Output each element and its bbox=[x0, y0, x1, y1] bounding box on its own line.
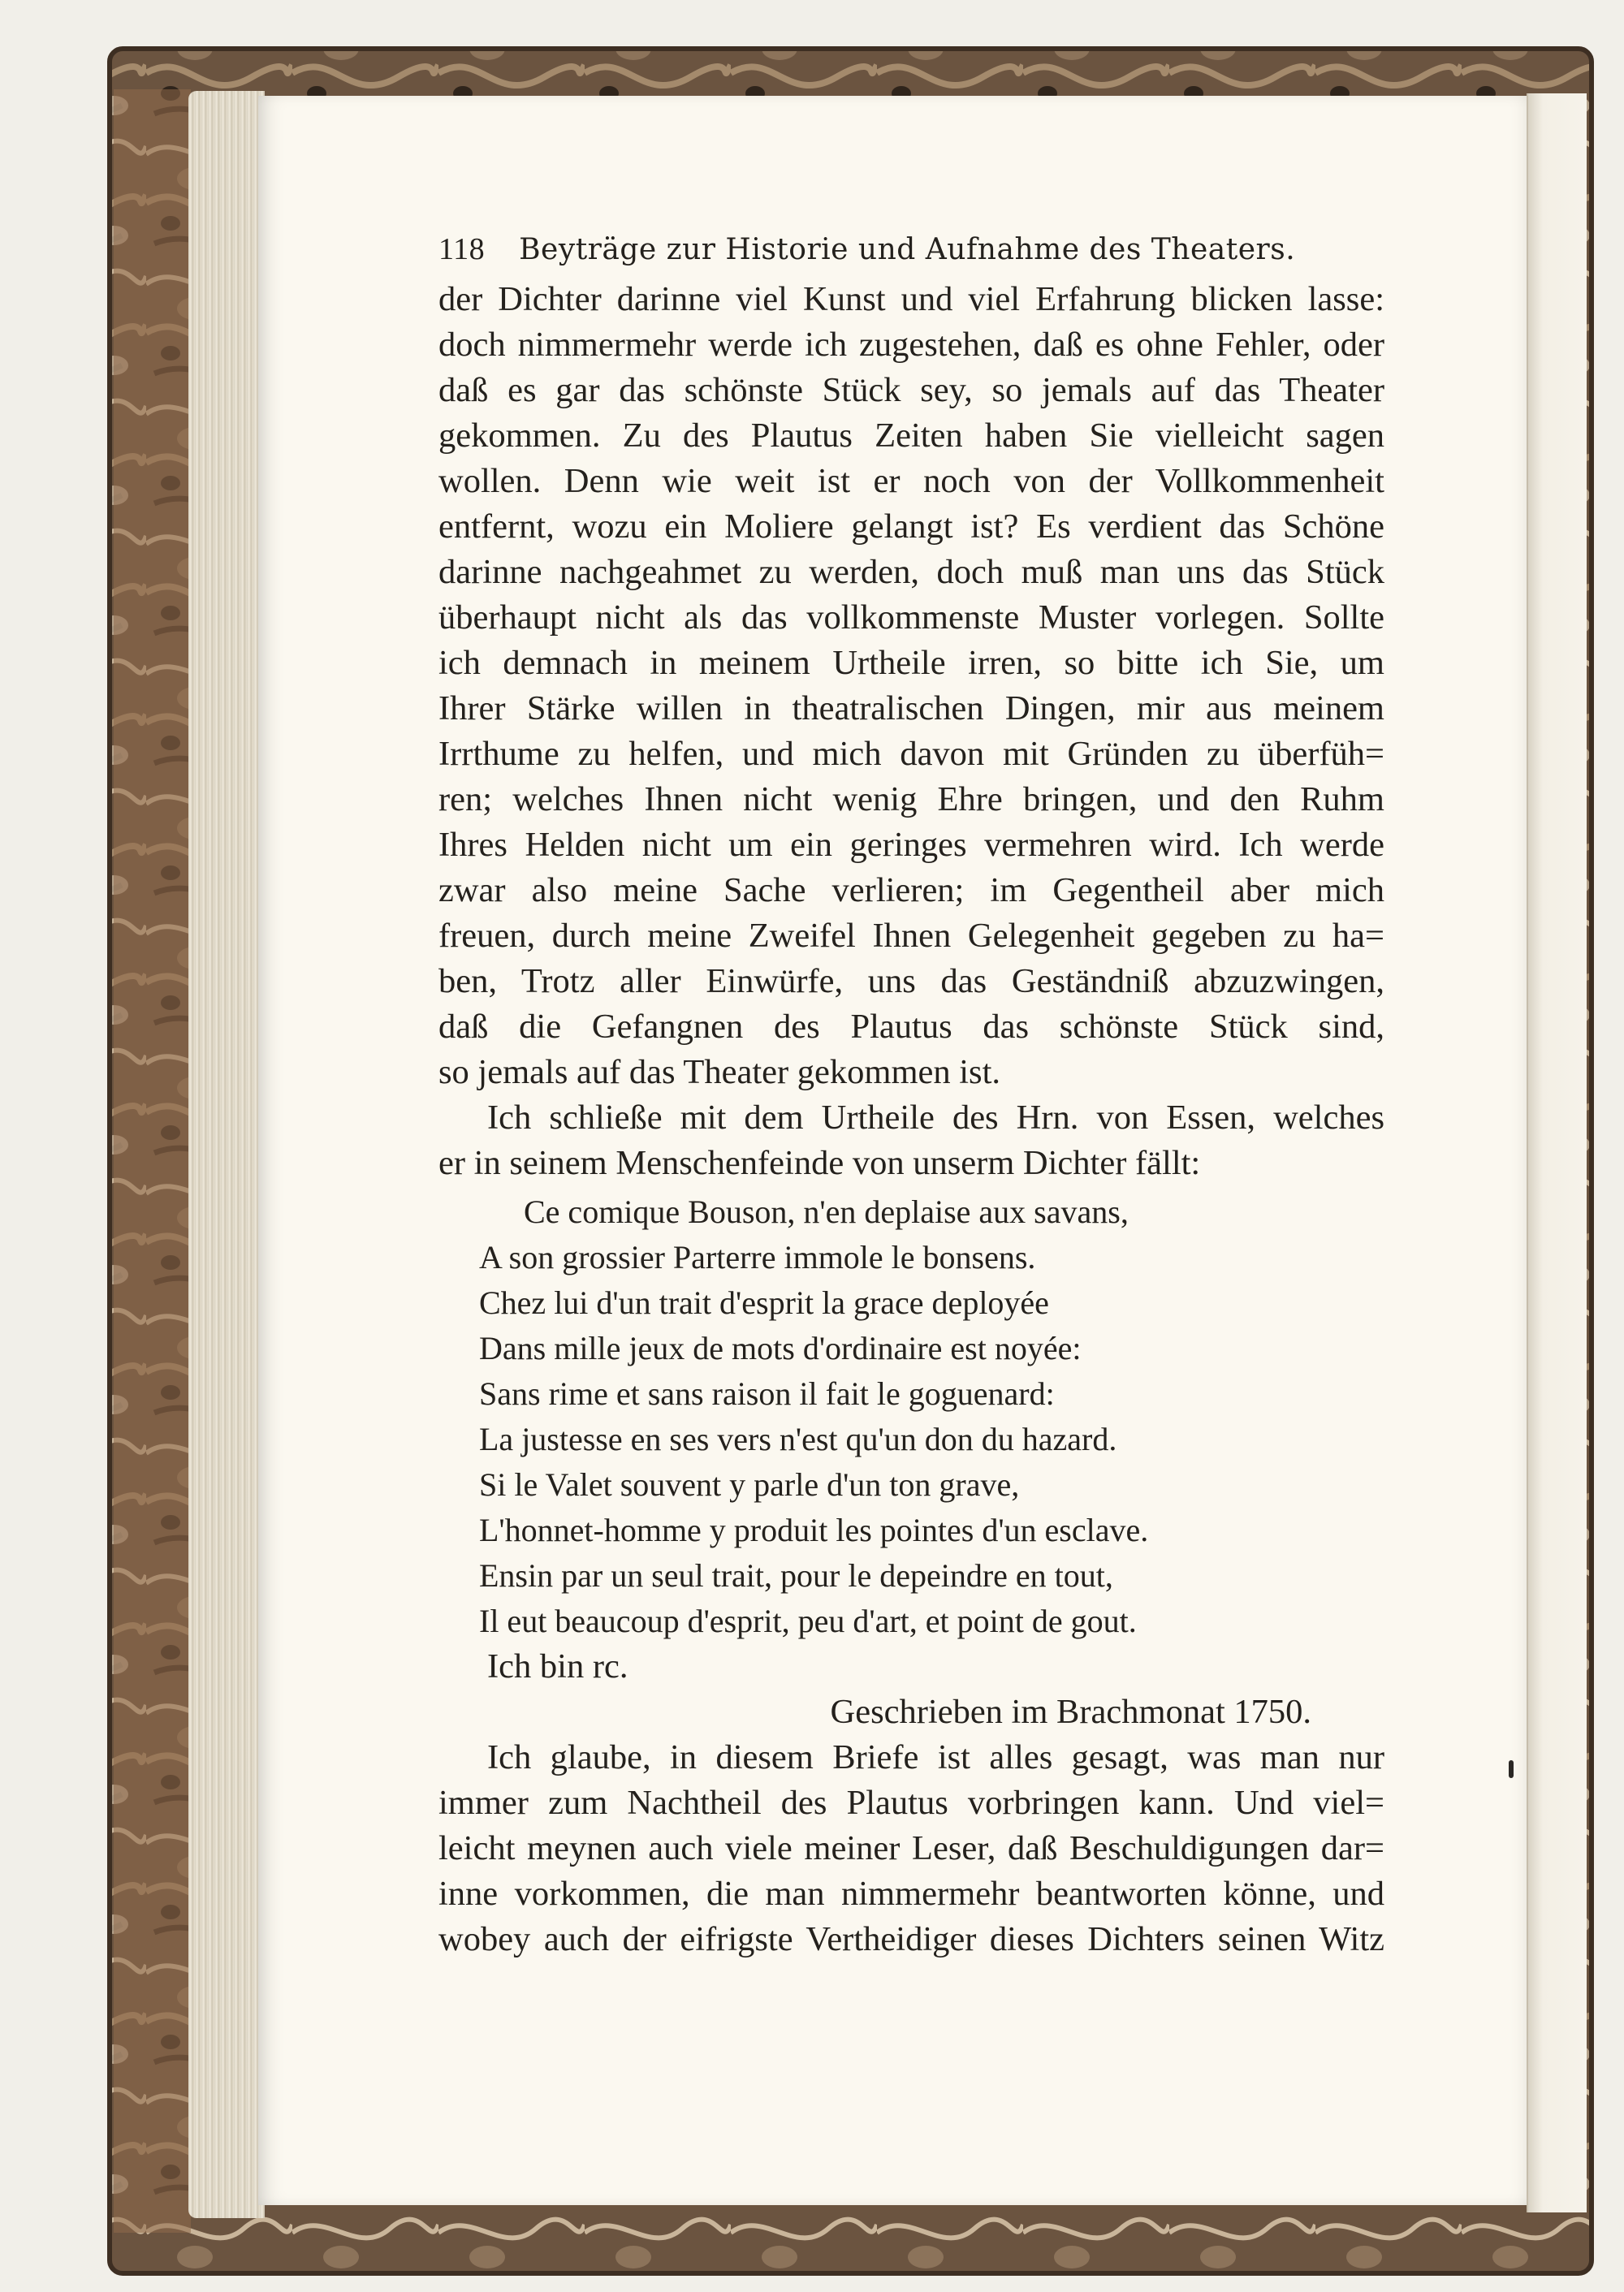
text-line: wollen. Denn wie weit ist er noch von der Vollkommenheit bbox=[438, 462, 1384, 500]
running-head bbox=[438, 231, 1384, 267]
verse-line: Dans mille jeux de mots d'ordinaire est noyée: bbox=[479, 1330, 1082, 1366]
verse-line: Si le Valet souvent y parle d'un ton grave, bbox=[479, 1466, 1020, 1503]
page-edges bbox=[188, 91, 265, 2218]
text-line: Ihrer Stärke willen in theatralischen Dingen, mir aus meinem bbox=[438, 689, 1384, 727]
french-verse-quote bbox=[479, 1189, 1384, 1644]
text-line: entfernt, wozu ein Moliere gelangt ist? Es verdient das Schöne bbox=[438, 507, 1384, 546]
salutation: Ich bin rc. bbox=[487, 1647, 628, 1686]
text-line: ben, Trotz aller Einwürfe, uns das Geständniß abzuzwingen, bbox=[438, 962, 1384, 1000]
dateline: Geschrieben im Brachmonat 1750. bbox=[830, 1693, 1311, 1731]
text-line: freuen, durch meine Zweifel Ihnen Gelegenheit gegeben zu ha= bbox=[438, 917, 1384, 955]
text-line: daß es gar das schönste Stück sey, so jemals auf das Theater bbox=[438, 371, 1384, 409]
text-line: inne vorkommen, die man nimmermehr beantworten könne, und bbox=[438, 1875, 1384, 1913]
verse-line: L'honnet-homme y produit les pointes d'un esclave. bbox=[479, 1512, 1149, 1548]
ink-mark bbox=[1509, 1760, 1514, 1778]
verse-line: La justesse en ses vers n'est qu'un don du hazard. bbox=[479, 1421, 1117, 1457]
facing-page bbox=[1527, 93, 1587, 2212]
text-line: zwar also meine Sache verlieren; im Gegentheil aber mich bbox=[438, 871, 1384, 909]
running-title: Beyträge zur Historie und Aufnahme des Theaters. bbox=[519, 233, 1296, 266]
text-line: ren; welches Ihnen nicht wenig Ehre bringen, und den Ruhm bbox=[438, 780, 1384, 818]
text-line: daß die Gefangnen des Plautus das schönste Stück sind, bbox=[438, 1008, 1384, 1046]
verse-line: Il eut beaucoup d'esprit, peu d'art, et point de gout. bbox=[479, 1603, 1137, 1639]
text-line: doch nimmermehr werde ich zugestehen, daß es ohne Fehler, oder bbox=[438, 326, 1384, 364]
text-line: darinne nachgeahmet zu werden, doch muß man uns das Stück bbox=[438, 553, 1384, 591]
verse-line: Ensin par un seul trait, pour le depeindre en tout, bbox=[479, 1557, 1113, 1594]
verse-line: Ce comique Bouson, n'en deplaise aux savans, bbox=[524, 1193, 1129, 1230]
text-line: Ihres Helden nicht um ein geringes vermehren wird. Ich werde bbox=[438, 826, 1384, 864]
text-line: Ich schließe mit dem Urtheile des Hrn. von Essen, welches bbox=[487, 1099, 1384, 1137]
page-number: 118 bbox=[438, 232, 486, 266]
text-line: wobey auch der eifrigste Vertheidiger dieses Dichters seinen Witz bbox=[438, 1920, 1384, 1958]
text-line: gekommen. Zu des Plautus Zeiten haben Sie vielleicht sagen bbox=[438, 417, 1384, 455]
text-line: Ich glaube, in diesem Briefe ist alles gesagt, was man nur bbox=[487, 1738, 1384, 1776]
text-line: immer zum Nachtheil des Plautus vorbringen kann. Und viel= bbox=[438, 1784, 1384, 1822]
paragraph-2 bbox=[438, 1095, 1384, 1186]
text-line: Irrthume zu helfen, und mich davon mit Gründen zu überfüh= bbox=[438, 735, 1384, 773]
text-line: überhaupt nicht als das vollkommenste Muster vorlegen. Sollte bbox=[438, 598, 1384, 637]
verse-line: Sans rime et sans raison il fait le goguenard: bbox=[479, 1375, 1055, 1412]
text-line: leicht meynen auch viele meiner Leser, daß Beschuldigungen dar= bbox=[438, 1829, 1384, 1867]
text-line: der Dichter darinne viel Kunst und viel Erfahrung blicken lasse: bbox=[438, 280, 1384, 318]
page-text bbox=[438, 231, 1384, 1962]
text-line: so jemals auf das Theater gekommen ist. bbox=[438, 1053, 1001, 1091]
verse-line: A son grossier Parterre immole le bonsens. bbox=[479, 1239, 1036, 1275]
text-line: ich demnach in meinem Urtheile irren, so bitte ich Sie, um bbox=[438, 644, 1384, 682]
text-line: er in seinem Menschenfeinde von unserm Dichter fällt: bbox=[438, 1144, 1201, 1182]
paragraph-1 bbox=[438, 277, 1384, 1095]
verse-line: Chez lui d'un trait d'esprit la grace deployée bbox=[479, 1284, 1049, 1321]
paragraph-3 bbox=[438, 1735, 1384, 1962]
